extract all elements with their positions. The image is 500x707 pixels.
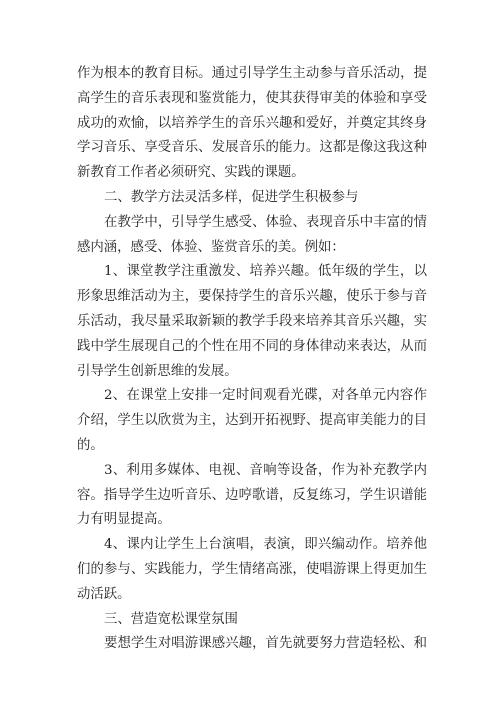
paragraph-line: 感内涵，感受、体验、鉴赏音乐的美。例如： — [77, 239, 345, 255]
section-heading: 二、教学方法灵活多样，促进学生积极参与 — [104, 189, 359, 205]
list-item-line: 的。 — [77, 437, 104, 453]
list-item-line: 介绍，学生以欣赏为主，达到开拓视野、提高审美能力的目 — [77, 413, 427, 429]
section-heading: 三、营造宽松课堂氛围 — [104, 611, 238, 627]
list-item-line: 4、课内让学生上台演唱，表演，即兴编动作。培养他 — [104, 537, 427, 553]
list-item-line: 3、利用多媒体、电视、音响等设备，作为补充教学内 — [104, 462, 427, 478]
list-item-line: 容。指导学生边听音乐、边哼歌谱，反复练习，学生识谱能 — [77, 487, 427, 503]
paragraph-line: 学习音乐、享受音乐、发展音乐的能力。这都是像这我这种 — [77, 140, 427, 156]
list-item-line: 形象思维活动为主，要保持学生的音乐兴趣，使乐于参与音 — [77, 289, 427, 305]
paragraph-line: 在教学中，引导学生感受、体验、表现音乐中丰富的情 — [104, 214, 427, 230]
paragraph-line: 要想学生对唱游课感兴趣，首先就要努力营造轻松、和 — [104, 636, 427, 652]
list-item-line: 1、课堂教学注重激发、培养兴趣。低年级的学生，以 — [104, 264, 427, 280]
list-item-line: 乐活动，我尽量采取新颖的教学手段来培养其音乐兴趣，实 — [77, 313, 427, 329]
list-item-line: 2、在课堂上安排一定时间观看光碟，对各单元内容作 — [104, 388, 427, 404]
document-body — [77, 62, 427, 657]
paragraph-line: 成功的欢愉，以培养学生的音乐兴趣和爱好，并奠定其终身 — [77, 115, 427, 131]
paragraph-line: 作为根本的教育目标。通过引导学生主动参与音乐活动，提 — [77, 66, 427, 81]
list-item-line: 动活跃。 — [77, 586, 131, 602]
paragraph-line: 新教育工作者必须研究、实践的课题。 — [77, 165, 305, 181]
list-item-line: 力有明显提高。 — [77, 512, 171, 528]
list-item-line: 引导学生创新思维的发展。 — [77, 363, 238, 379]
paragraph-line: 高学生的音乐表现和鉴赏能力，使其获得审美的体验和享受 — [77, 90, 427, 106]
list-item-line: 践中学生展现自己的个性在用不同的身体律动来表达，从而 — [77, 338, 427, 354]
list-item-line: 们的参与、实践能力，学生情绪高涨，使唱游课上得更加生 — [77, 561, 427, 577]
